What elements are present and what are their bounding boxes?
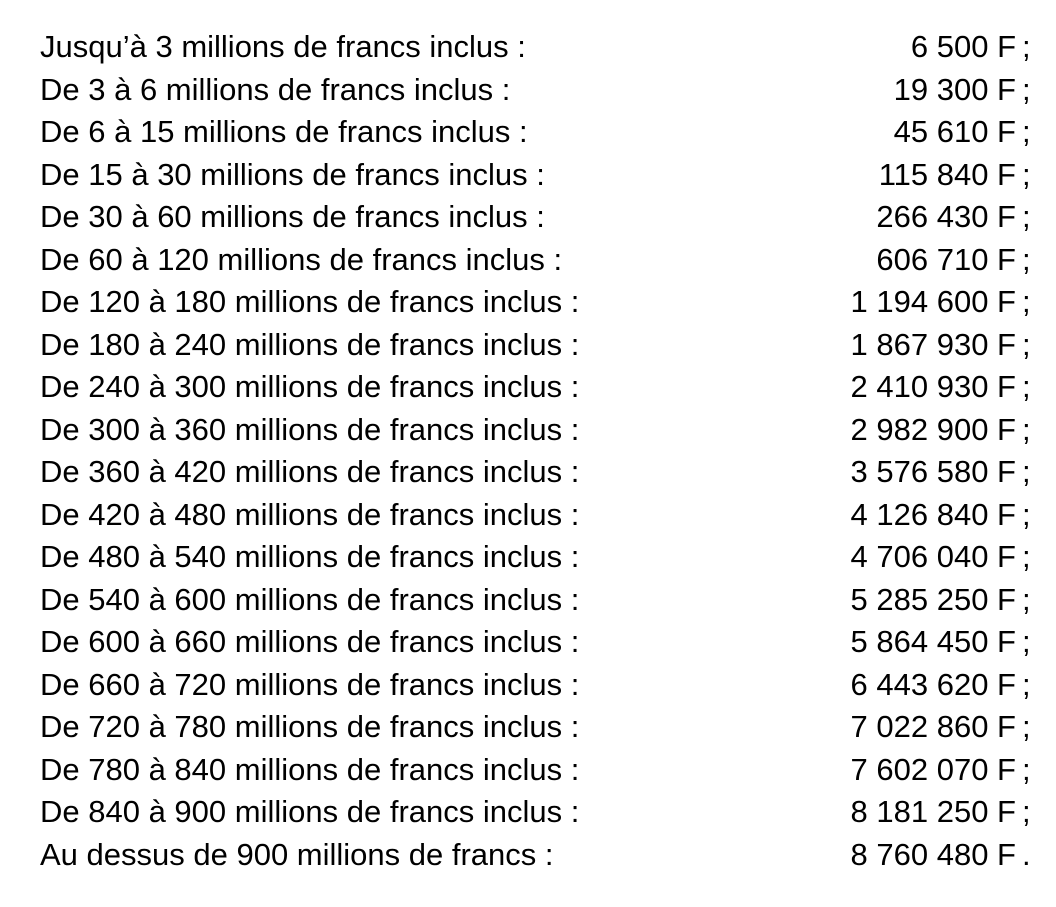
- row-separator: ;: [1022, 709, 1031, 744]
- row-separator: ;: [1022, 114, 1031, 149]
- fee-amount: 6 500 F: [910, 29, 1016, 64]
- row-separator: ;: [1022, 539, 1031, 574]
- fee-amount: 606 710 F: [876, 241, 1016, 277]
- fee-amount: 4 126 840 F: [850, 496, 1016, 532]
- fee-amount: 3 576 580 F: [850, 454, 1016, 489]
- bracket-label: De 15 à 30 millions de francs inclus :: [40, 156, 545, 192]
- tariff-row: [40, 281, 1040, 324]
- bracket-label: De 780 à 840 millions de francs inclus :: [40, 751, 580, 787]
- tariff-row: [40, 494, 1040, 537]
- tariff-row: [40, 69, 1040, 112]
- tariff-row: [40, 366, 1040, 409]
- row-separator: ;: [1022, 454, 1031, 489]
- fee-amount: 8 181 250 F: [850, 794, 1016, 829]
- fee-amount: 7 022 860 F: [850, 709, 1016, 744]
- tariff-row: [40, 239, 1040, 282]
- row-separator: ;: [1022, 71, 1031, 107]
- row-separator: ;: [1022, 241, 1031, 277]
- row-separator: ;: [1022, 624, 1031, 659]
- fee-amount: 45 610 F: [893, 114, 1016, 149]
- bracket-label: De 240 à 300 millions de francs inclus :: [40, 369, 580, 404]
- fee-amount: 5 285 250 F: [850, 581, 1016, 617]
- fee-amount: 115 840 F: [878, 156, 1016, 192]
- row-separator: .: [1022, 836, 1031, 872]
- bracket-label: Jusqu’à 3 millions de francs inclus :: [40, 29, 526, 64]
- bracket-label: De 420 à 480 millions de francs inclus :: [40, 496, 580, 532]
- bracket-label: De 840 à 900 millions de francs inclus :: [40, 794, 580, 829]
- row-separator: ;: [1022, 29, 1031, 64]
- tariff-row: [40, 749, 1040, 792]
- tariff-row: [40, 409, 1040, 452]
- row-separator: ;: [1022, 581, 1031, 617]
- tariff-row: [40, 664, 1040, 707]
- fee-amount: 4 706 040 F: [850, 539, 1016, 574]
- row-separator: ;: [1022, 156, 1031, 192]
- fee-amount: 6 443 620 F: [850, 666, 1016, 702]
- row-separator: ;: [1022, 751, 1031, 787]
- bracket-label: De 30 à 60 millions de francs inclus :: [40, 199, 545, 234]
- bracket-label: De 660 à 720 millions de francs inclus :: [40, 666, 580, 702]
- row-separator: ;: [1022, 199, 1031, 234]
- row-separator: ;: [1022, 369, 1031, 404]
- tariff-row: [40, 324, 1040, 367]
- tariff-row: [40, 26, 1040, 69]
- bracket-label: De 120 à 180 millions de francs inclus :: [40, 284, 580, 319]
- bracket-label: De 360 à 420 millions de francs inclus :: [40, 454, 580, 489]
- bracket-label: De 60 à 120 millions de francs inclus :: [40, 241, 563, 277]
- fee-amount: 8 760 480 F: [850, 836, 1016, 872]
- fee-amount: 7 602 070 F: [850, 751, 1016, 787]
- row-separator: ;: [1022, 326, 1031, 362]
- fee-amount: 5 864 450 F: [850, 624, 1016, 659]
- tariff-row: [40, 621, 1040, 664]
- fee-amount: 1 194 600 F: [850, 284, 1016, 319]
- row-separator: ;: [1022, 496, 1031, 532]
- tariff-row: [40, 834, 1040, 877]
- tariff-row: [40, 791, 1040, 834]
- bracket-label: De 480 à 540 millions de francs inclus :: [40, 539, 580, 574]
- bracket-label: De 300 à 360 millions de francs inclus :: [40, 411, 580, 447]
- bracket-label: De 540 à 600 millions de francs inclus :: [40, 581, 580, 617]
- bracket-label: Au dessus de 900 millions de francs :: [40, 836, 554, 872]
- bracket-label: De 600 à 660 millions de francs inclus :: [40, 624, 580, 659]
- row-separator: ;: [1022, 411, 1031, 447]
- tariff-row: [40, 196, 1040, 239]
- row-separator: ;: [1022, 666, 1031, 702]
- bracket-label: De 3 à 6 millions de francs inclus :: [40, 71, 511, 107]
- row-separator: ;: [1022, 284, 1031, 319]
- tariff-row: [40, 536, 1040, 579]
- tariff-row: [40, 451, 1040, 494]
- bracket-label: De 720 à 780 millions de francs inclus :: [40, 709, 580, 744]
- tariff-row: [40, 579, 1040, 622]
- fee-amount: 2 410 930 F: [850, 369, 1016, 404]
- tariff-table: [40, 26, 1040, 876]
- bracket-label: De 6 à 15 millions de francs inclus :: [40, 114, 528, 149]
- tariff-row: [40, 111, 1040, 154]
- fee-amount: 266 430 F: [876, 199, 1016, 234]
- tariff-row: [40, 154, 1040, 197]
- fee-amount: 1 867 930 F: [850, 326, 1016, 362]
- fee-amount: 19 300 F: [893, 71, 1016, 107]
- fee-amount: 2 982 900 F: [850, 411, 1016, 447]
- row-separator: ;: [1022, 794, 1031, 829]
- bracket-label: De 180 à 240 millions de francs inclus :: [40, 326, 580, 362]
- tariff-row: [40, 706, 1040, 749]
